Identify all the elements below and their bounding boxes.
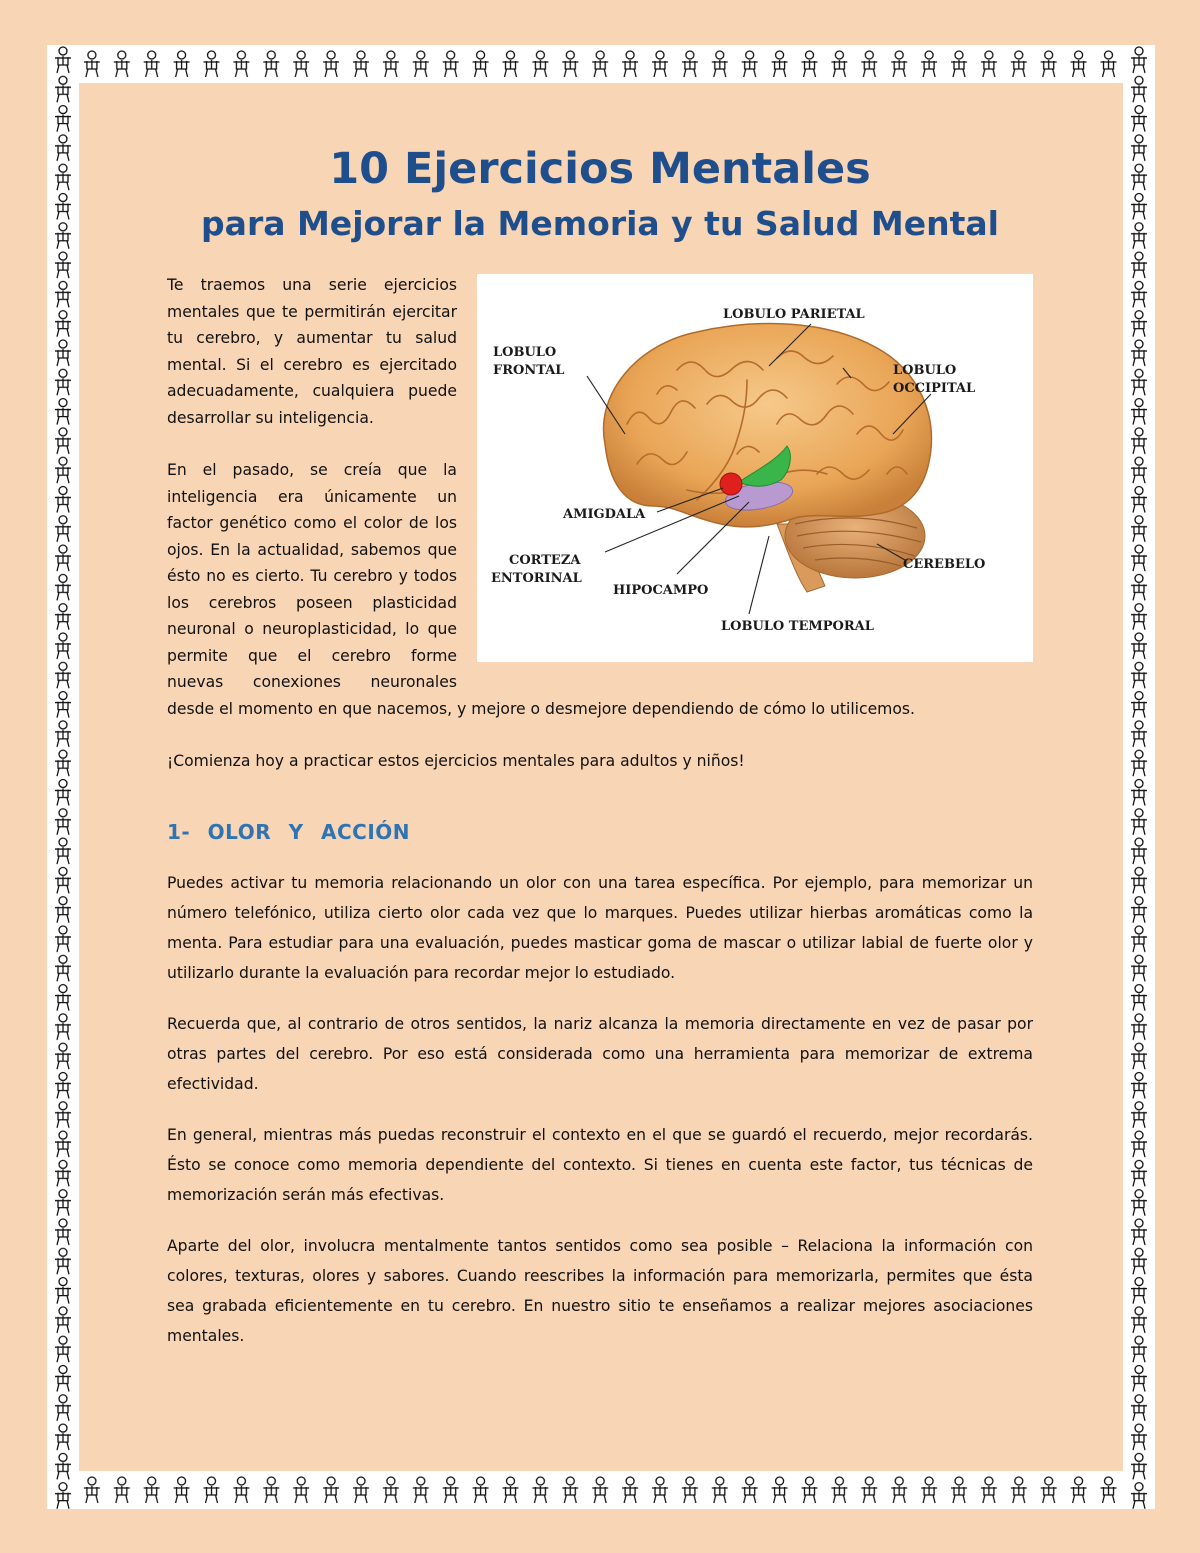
call-to-action: ¡Comienza hoy a practicar estos ejercicios mentales para adultos y niños!	[167, 752, 745, 770]
decorative-border-right	[1123, 45, 1155, 1509]
section-paragraph: Recuerda que, al contrario de otros sentidos, la nariz alcanza la memoria directamente en vez de pasar por otras partes del cerebro. Por eso está considerada como una herramienta para memorizar de extrema efectividad.	[167, 1015, 1033, 1093]
intro-section	[167, 272, 1033, 774]
document-content	[167, 140, 1033, 1372]
section-heading-olor-accion: 1- OLOR Y ACCIÓN	[167, 820, 411, 844]
section-paragraph: Puedes activar tu memoria relacionando un olor con una tarea específica. Por ejemplo, para memorizar un número telefónico, utiliza cierto olor cada vez que lo marques. Puedes utilizar hierbas aromáticas como la menta. Para estudiar para una evaluación, puedes masticar goma de mascar o utilizar labial de fuerte olor y utilizarlo durante la evaluación para recordar mejor lo estudiado.	[167, 874, 1033, 982]
label-corteza-1: CORTEZA	[509, 553, 581, 568]
page-subtitle: para Mejorar la Memoria y tu Salud Mental	[201, 204, 999, 243]
label-parietal: LOBULO PARIETAL	[723, 307, 865, 322]
decorative-border-bottom	[47, 1471, 1155, 1509]
label-occipital-1: LOBULO	[893, 363, 957, 378]
intro-paragraph-2: En el pasado, se creía que la inteligencia era únicamente un factor genético como el color de los ojos. En la actualidad, sabemos que ésto no es cierto. Tu cerebro y todos los cerebros poseen plasticidad neuronal o neuroplasticidad, lo que permite que el cerebro forme nuevas conexiones neuronales desde el momento en que nacemos, y mejore o desmejore dependiendo de cómo lo utilicemos.	[167, 461, 915, 718]
amigdala-shape	[720, 473, 742, 495]
label-amigdala: AMIGDALA	[563, 507, 646, 522]
label-occipital-2: OCCIPITAL	[893, 381, 976, 396]
label-temporal: LOBULO TEMPORAL	[721, 619, 874, 634]
label-hipocampo: HIPOCAMPO	[613, 583, 709, 598]
label-corteza-2: ENTORINAL	[491, 571, 582, 586]
decorative-border-left	[47, 45, 79, 1509]
section-paragraph: En general, mientras más puedas reconstruir el contexto en el que se guardó el recuerdo, mejor recordarás. Ésto se conoce como memoria dependiente del contexto. Si tienes en cuenta este factor, tus técnicas de memorización serán más efectivas.	[167, 1126, 1033, 1204]
brain-diagram	[477, 274, 1033, 662]
label-frontal-2: FRONTAL	[493, 363, 565, 378]
label-cerebelo: CEREBELO	[903, 557, 986, 572]
intro-paragraph-1: Te traemos una serie ejercicios mentales que te permitirán ejercitar tu cerebro, y aumentar tu salud mental. Si el cerebro es ejercitado adecuadamente, cualquiera puede desarrollar su inteligencia.	[167, 276, 457, 427]
section-paragraph: Aparte del olor, involucra mentalmente tantos sentidos como sea posible – Relaciona la información con colores, texturas, olores y sabores. Cuando reescribes la información para memorizarla, permites que ésta sea grabada eficientemente en tu cerebro. En nuestro sitio te enseñamos a realizar mejores asociaciones mentales.	[167, 1237, 1033, 1345]
label-frontal-1: LOBULO	[493, 345, 557, 360]
decorative-border-top	[47, 45, 1155, 83]
page-title: 10 Ejercicios Mentales	[329, 144, 871, 194]
